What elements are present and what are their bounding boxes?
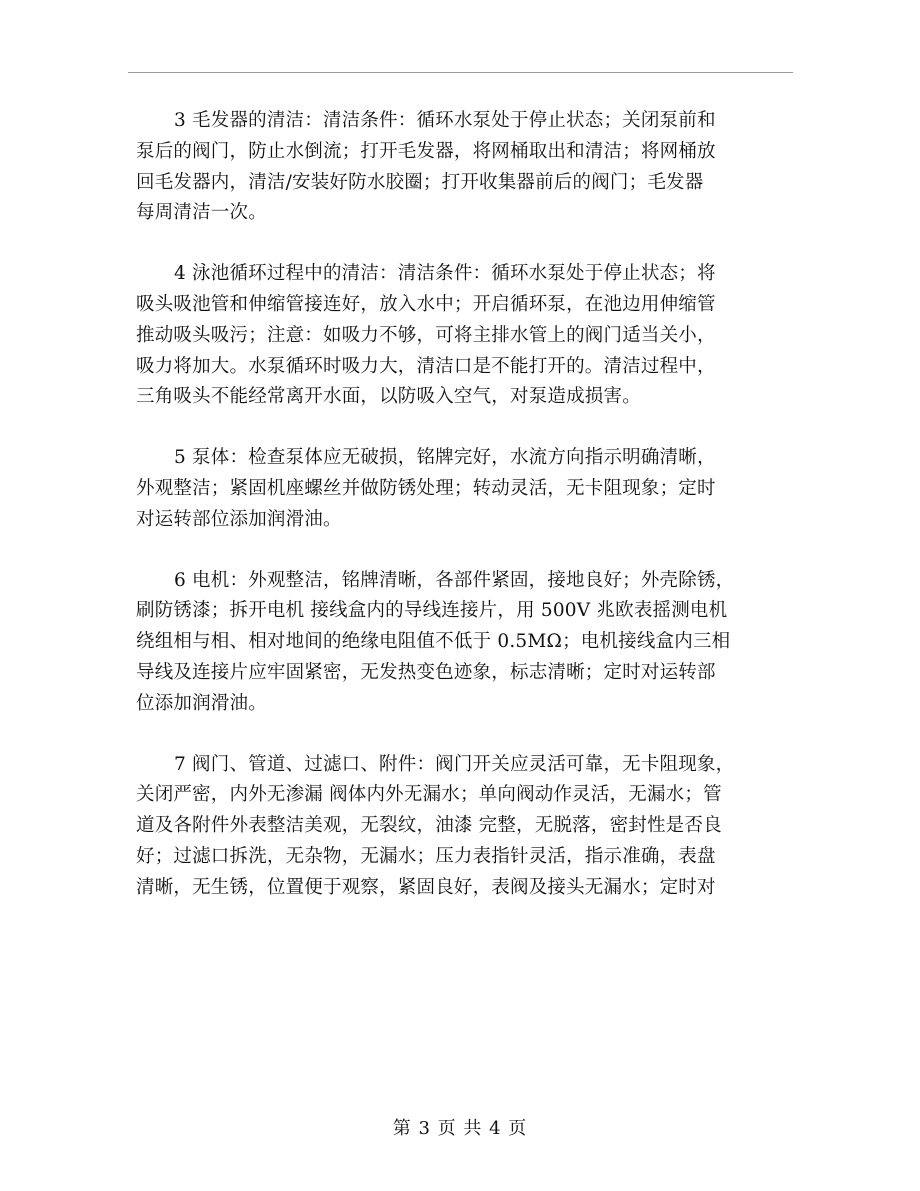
- paragraph-pump-body: [136, 443, 798, 535]
- text-line: 绕组相与相、相对地间的绝缘电阻值不低于 0.5MΩ；电机接线盒内三相: [136, 631, 731, 653]
- paragraph-motor: [136, 566, 798, 720]
- text-line: 泵后的阀门，防止水倒流；打开毛发器，将网桶取出和清洁；将网桶放: [136, 140, 716, 162]
- text-line: 6 电机：外观整洁，铭牌清晰，各部件紧固，接地良好；外壳除锈，: [174, 569, 735, 591]
- text-line: 好；过滤口拆洗，无杂物，无漏水；压力表指针灵活，指示准确，表盘: [136, 845, 716, 867]
- text-line: 清晰，无生锈，位置便于观察，紧固良好，表阀及接头无漏水；定时对: [136, 876, 716, 898]
- paragraph-pool-circulation-cleaning: [136, 259, 798, 413]
- text-line: 位添加润滑油。: [136, 692, 267, 714]
- text-line: 吸力将加大。水泵循环时吸力大，清洁口是不能打开的。清洁过程中，: [136, 355, 716, 377]
- document-body: [136, 106, 798, 934]
- text-line: 导线及连接片应牢固紧密，无发热变色迹象，标志清晰；定时对运转部: [136, 661, 716, 683]
- text-line: 对运转部位添加润滑油。: [136, 508, 342, 530]
- paragraph-hair-filter-cleaning: [136, 106, 798, 229]
- text-line: 每周清洁一次。: [136, 202, 267, 224]
- text-line: 刷防锈漆；拆开电机 接线盒内的导线连接片，用 500V 兆欧表摇测电机: [136, 600, 728, 622]
- header-rule: [128, 72, 793, 73]
- text-line: 关闭严密，内外无渗漏 阀体内外无漏水；单向阀动作灵活，无漏水；管: [136, 784, 722, 806]
- text-line: 3 毛发器的清洁：清洁条件：循环水泵处于停止状态；关闭泵前和: [174, 110, 716, 131]
- paragraph-valves-pipes: [136, 750, 798, 904]
- text-line: 5 泵体：检查泵体应无破损，铭牌完好，水流方向指示明确清晰，: [174, 447, 716, 469]
- text-line: 吸头吸池管和伸缩管接连好，放入水中；开启循环泵，在池边用伸缩管: [136, 293, 716, 315]
- text-line: 回毛发器内，清洁/安装好防水胶圈；打开收集器前后的阀门；毛发器: [136, 171, 704, 193]
- text-line: 三角吸头不能经常离开水面，以防吸入空气，对泵造成损害。: [136, 386, 641, 408]
- text-line: 4 泳池循环过程中的清洁：清洁条件：循环水泵处于停止状态；将: [174, 263, 716, 285]
- text-line: 道及各附件外表整洁美观，无裂纹，油漆 完整，无脱落，密封性是否良: [136, 815, 722, 837]
- text-line: 7 阀门、管道、过滤口、附件：阀门开关应灵活可靠，无卡阻现象，: [174, 753, 735, 775]
- text-line: 外观整洁；紧固机座螺丝并做防锈处理；转动灵活，无卡阻现象；定时: [136, 477, 716, 499]
- page-number-footer: 第 3 页 共 4 页: [392, 1118, 528, 1139]
- text-line: 推动吸头吸污；注意：如吸力不够，可将主排水管上的阀门适当关小，: [136, 324, 716, 346]
